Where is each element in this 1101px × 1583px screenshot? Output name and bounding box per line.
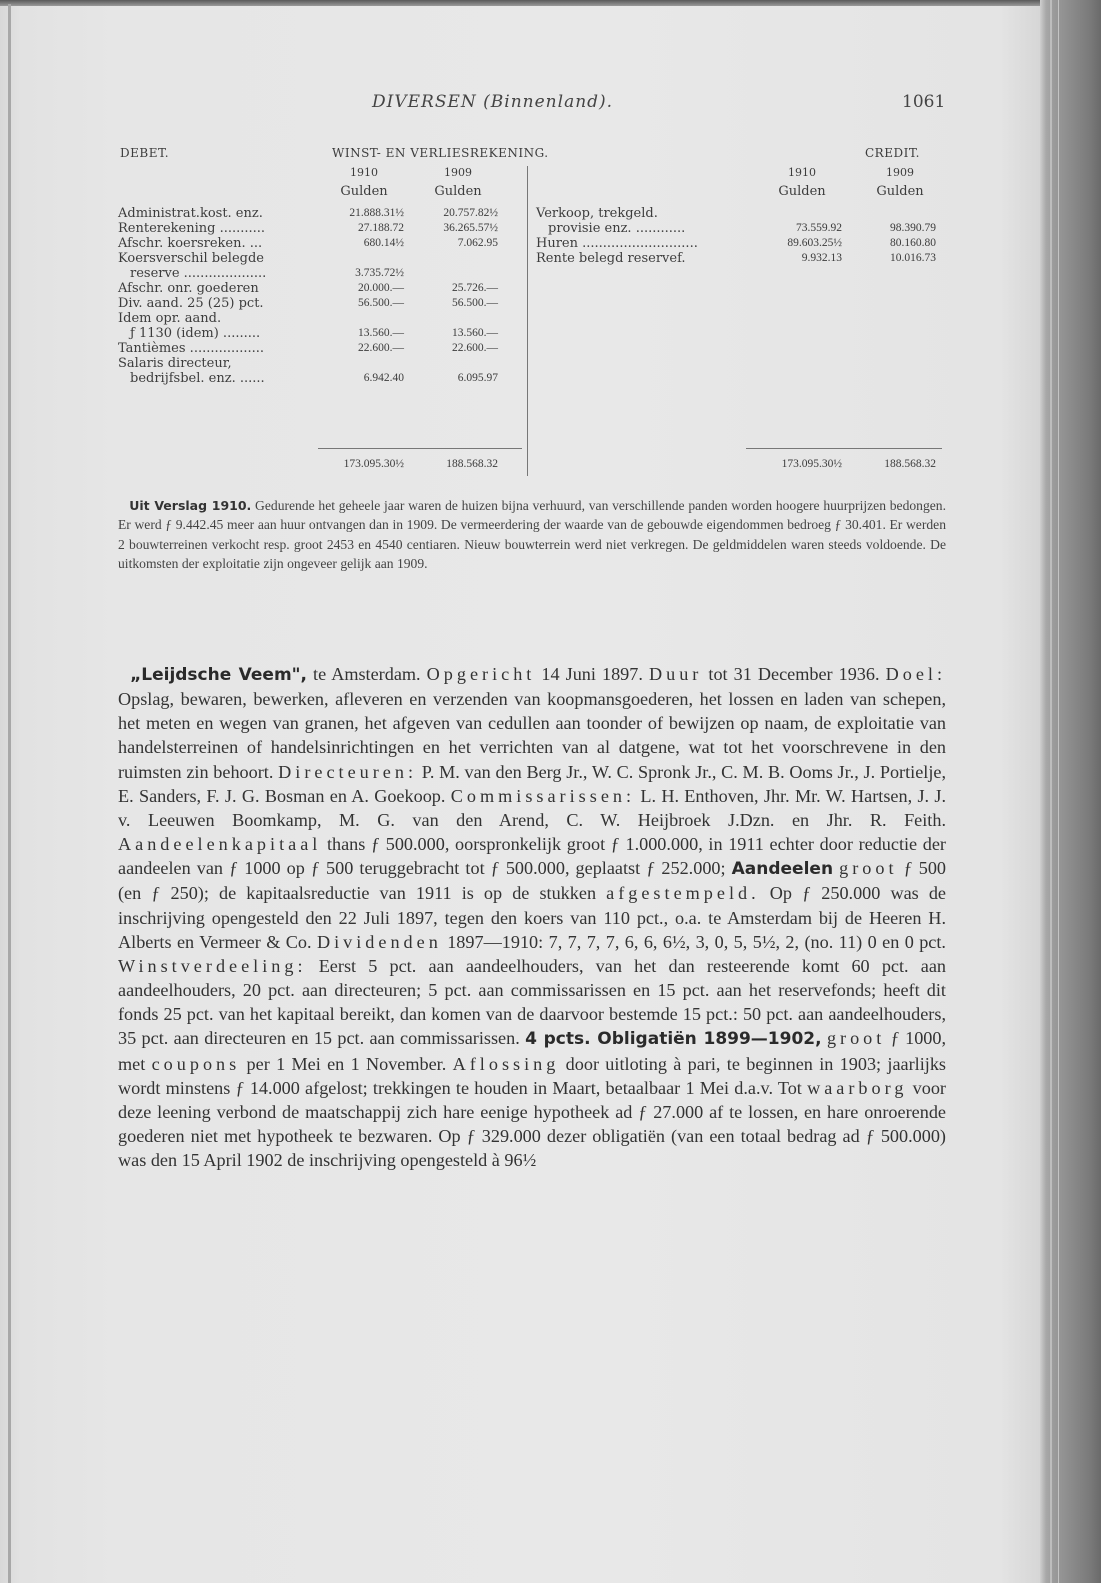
debit-row-label: Afschr. onr. goederen	[118, 281, 259, 296]
entry-text: voor deze leening verbond de maatschappij zich hare eenige hypotheek ad ƒ 27.000 af te lossen, en hare onroerende goederen niet met hypotheek te bezwaren. Op ƒ 329.000 dezer obligatiën (van een totaal bedrag ad ƒ 500.000) was den 15 April 1902 de inschrijving opengesteld à 96½	[118, 1077, 946, 1171]
heading-obligatien: 4 pcts. Obligatiën 1899—1902,	[525, 1029, 822, 1050]
credit-row-value-1909: 10.016.73	[890, 252, 936, 264]
debit-row-label: Tantièmes ..................	[118, 341, 265, 356]
debit-year-1909: 1909	[444, 166, 472, 179]
entry-text: thans ƒ 500.000, oorspronkelijk groot ƒ 1.000.000, in 1911 echter door reductie der aandeelen van ƒ 1000 op ƒ 500 teruggebracht tot ƒ 500.000, geplaatst ƒ 252.000;	[118, 834, 946, 879]
running-head	[0, 92, 1040, 116]
keyword-opgericht: Opgericht	[426, 664, 536, 684]
report-heading: Uit Verslag 1910.	[129, 498, 252, 513]
keyword-duur: Duur	[648, 664, 703, 684]
keyword-commissarissen: Commissarissen:	[450, 785, 636, 806]
entry-text: per 1 Mei en 1 November.	[240, 1053, 453, 1074]
debit-row-value-1909: 25.726.—	[452, 282, 498, 294]
company-name: „Leijdsche Veem",	[130, 665, 307, 685]
credit-year-1909: 1909	[886, 166, 914, 179]
debit-row-label: Administrat.kost. enz.	[118, 206, 263, 221]
entry-text: Opslag, bewaren, bewerken, afleveren en verzenden van koopmansgoederen, het lossen en laden van schepen, het meten en wegen van granen, het afgeven van cedullen aan toonder of bewijzen op naam, de exploitatie van handelsterreinen of handelsinrichtingen en het verrichten van al datgene, wat tot het voorschrevene in den ruimsten zin behoort.	[118, 689, 946, 782]
account-header	[118, 146, 946, 166]
credit-row-label: Huren ............................	[536, 236, 698, 251]
debit-total-1910: 173.095.30½	[343, 458, 404, 470]
entry-text: Eerst 5 pct. aan aandeelhouders, van het dan resteerende komt 60 pct. aan aandeelhouders, 20 pct. aan directeuren; 5 pct. aan commissarissen en 15 pct. aan het reservefonds; heeft dit fonds 25 pct. van het kapitaal bereikt, dan komen van de daarvoor bestemde 15 pct.: 50 pct. aan aandeelhouders, 35 pct. aan directeuren en 15 pct. aan commissarissen.	[118, 955, 946, 1049]
keyword-coupons: coupons	[151, 1053, 241, 1074]
report-text: Gedurende het geheele jaar waren de huizen bijna verhuurd, van verschillende panden worden hoogere huurprijzen bedongen. Er werd ƒ 9.442.45 meer aan huur ontvangen dan in 1909. De vermeerdering der waarde van de gebouwde eigendommen bedroeg ƒ 30.401. Er werden 2 bouwterreinen verkocht resp. groot 2453 en 4540 centiaren. Nieuw bouwterrein werd niet verkregen. De geldmiddelen waren steeds voldoende. De uitkomsten der exploitatie zijn ongeveer gelijk aan 1909.	[118, 498, 946, 572]
entry-text: 1897—1910: 7, 7, 7, 7, 6, 6, 6½, 3, 0, 5, 5½, 2, (no. 11) 0 en 0 pct.	[441, 931, 946, 952]
credit-row-value-1910: 9.932.13	[801, 252, 842, 264]
account-divider	[527, 166, 528, 476]
company-entry	[118, 662, 946, 1172]
debit-row-value-1910: 27.188.72	[358, 222, 404, 234]
entry-text: te Amsterdam.	[307, 664, 427, 684]
entry-text: Op ƒ 250.000 was de inschrijving opengesteld den 22 Juli 1897, tegen den koers van 110 pct., o.a. te Amsterdam bij de Heeren H. Alberts en Vermeer & Co.	[118, 883, 947, 952]
credit-year-1910: 1910	[788, 166, 816, 179]
credit-row-value-1910: 73.559.92	[796, 222, 842, 234]
credit-unit-1909: Gulden	[876, 184, 924, 199]
keyword-directeuren: Directeuren:	[278, 761, 418, 782]
profit-loss-account	[118, 146, 946, 470]
debit-row-value-1910: 6.942.40	[363, 372, 404, 384]
debit-row-value-1910: 3.735.72½	[355, 267, 404, 279]
keyword-doel: Doel:	[885, 664, 947, 684]
keyword-groot: groot	[839, 858, 898, 879]
credit-total-rule	[746, 448, 942, 449]
entry-text: ƒ 1000, met	[118, 1028, 947, 1074]
credit-label: CREDIT.	[865, 146, 920, 160]
debit-row-value-1909: 22.600.—	[452, 342, 498, 354]
book-spine	[1040, 0, 1101, 1583]
debit-unit-1910: Gulden	[340, 184, 388, 199]
debit-row-label: reserve ....................	[130, 266, 267, 281]
keyword-aandeelenkapitaal: Aandeelenkapitaal	[118, 834, 322, 855]
debit-row-value-1910: 21.888.31½	[349, 207, 404, 219]
debit-row-label: Idem opr. aand.	[118, 311, 222, 326]
debit-row-value-1910: 13.560.—	[358, 327, 404, 339]
debit-year-1910: 1910	[350, 166, 378, 179]
debit-unit-1909: Gulden	[434, 184, 482, 199]
debit-row-label: Koersverschil belegde	[118, 251, 264, 266]
credit-row-label: Verkoop, trekgeld.	[536, 206, 658, 221]
debit-row-value-1909: 13.560.—	[452, 327, 498, 339]
debit-row-value-1909: 6.095.97	[457, 372, 498, 384]
entry-text: tot 31 December 1936.	[702, 664, 886, 684]
page-top-edge	[0, 0, 1101, 6]
keyword-aflossing: Aflossing	[452, 1053, 560, 1074]
debit-row-label: Afschr. koersreken. ...	[118, 236, 263, 251]
account-title: WINST- EN VERLIESREKENING.	[332, 146, 549, 160]
running-title: DIVERSEN (Binnenland).	[372, 92, 614, 112]
debit-row-value-1910: 22.600.—	[358, 342, 404, 354]
entry-text: door uitloting à pari, te beginnen in 1903; jaarlijks wordt minstens ƒ 14.000 afgelost; trekkingen te houden in Maart, betaalbaar 1 Mei d.a.v. Tot	[118, 1053, 946, 1098]
credit-total-1909: 188.568.32	[884, 458, 936, 470]
debit-row-value-1910: 56.500.—	[358, 297, 404, 309]
debit-row-label: ƒ 1130 (idem) .........	[130, 326, 261, 341]
debit-total-1909: 188.568.32	[446, 458, 498, 470]
debit-label: DEBET.	[120, 146, 170, 160]
credit-row-value-1909: 98.390.79	[890, 222, 936, 234]
page-left-edge	[8, 4, 11, 1583]
entry-text: ƒ 500 (en ƒ 250); de kapitaalsreductie van 1911 is op de stukken	[118, 858, 947, 904]
credit-row-value-1910: 89.603.25½	[787, 237, 842, 249]
keyword-waarborg: waarborg	[807, 1077, 908, 1098]
credit-row-value-1909: 80.160.80	[890, 237, 936, 249]
credit-row-label: provisie enz. ............	[548, 221, 686, 236]
entry-text: 14 Juni 1897.	[535, 664, 649, 684]
debit-row-value-1909: 20.757.82½	[443, 207, 498, 219]
credit-unit-1910: Gulden	[778, 184, 826, 199]
credit-total-1910: 173.095.30½	[781, 458, 842, 470]
debit-row-value-1909: 7.062.95	[457, 237, 498, 249]
annual-report-summary	[118, 496, 946, 574]
debit-row-label: Renterekening ...........	[118, 221, 266, 236]
page-number: 1061	[902, 92, 946, 112]
debit-row-value-1910: 20.000.—	[358, 282, 404, 294]
keyword-afgestempeld: afgestempeld.	[606, 883, 760, 904]
keyword-groot: groot	[826, 1028, 886, 1049]
heading-aandeelen: Aandeelen	[731, 859, 834, 880]
keyword-winstverdeeling: Winstverdeeling:	[118, 955, 307, 976]
credit-row-label: Rente belegd reservef.	[536, 251, 686, 266]
entry-text: L. H. Enthoven, Jhr. Mr. W. Hartsen, J. J. v. Leeuwen Boomkamp, M. G. van den Arend, C. W. Heijbroek J.Dzn. en Jhr. R. Feith.	[118, 785, 947, 830]
debit-row-value-1909: 36.265.57½	[443, 222, 498, 234]
debit-row-label: Div. aand. 25 (25) pct.	[118, 296, 264, 311]
debit-row-value-1910: 680.14½	[363, 237, 404, 249]
debit-row-label: Salaris directeur,	[118, 356, 232, 371]
debit-row-label: bedrijfsbel. enz. ......	[130, 371, 265, 386]
debit-row-value-1909: 56.500.—	[452, 297, 498, 309]
keyword-dividenden: Dividenden	[316, 931, 442, 952]
debit-total-rule	[318, 448, 522, 449]
entry-text: P. M. van den Berg Jr., W. C. Spronk Jr., C. M. B. Ooms Jr., J. Portielje, E. Sanders, F. J. G. Bosman en A. Goekoop.	[118, 761, 946, 806]
